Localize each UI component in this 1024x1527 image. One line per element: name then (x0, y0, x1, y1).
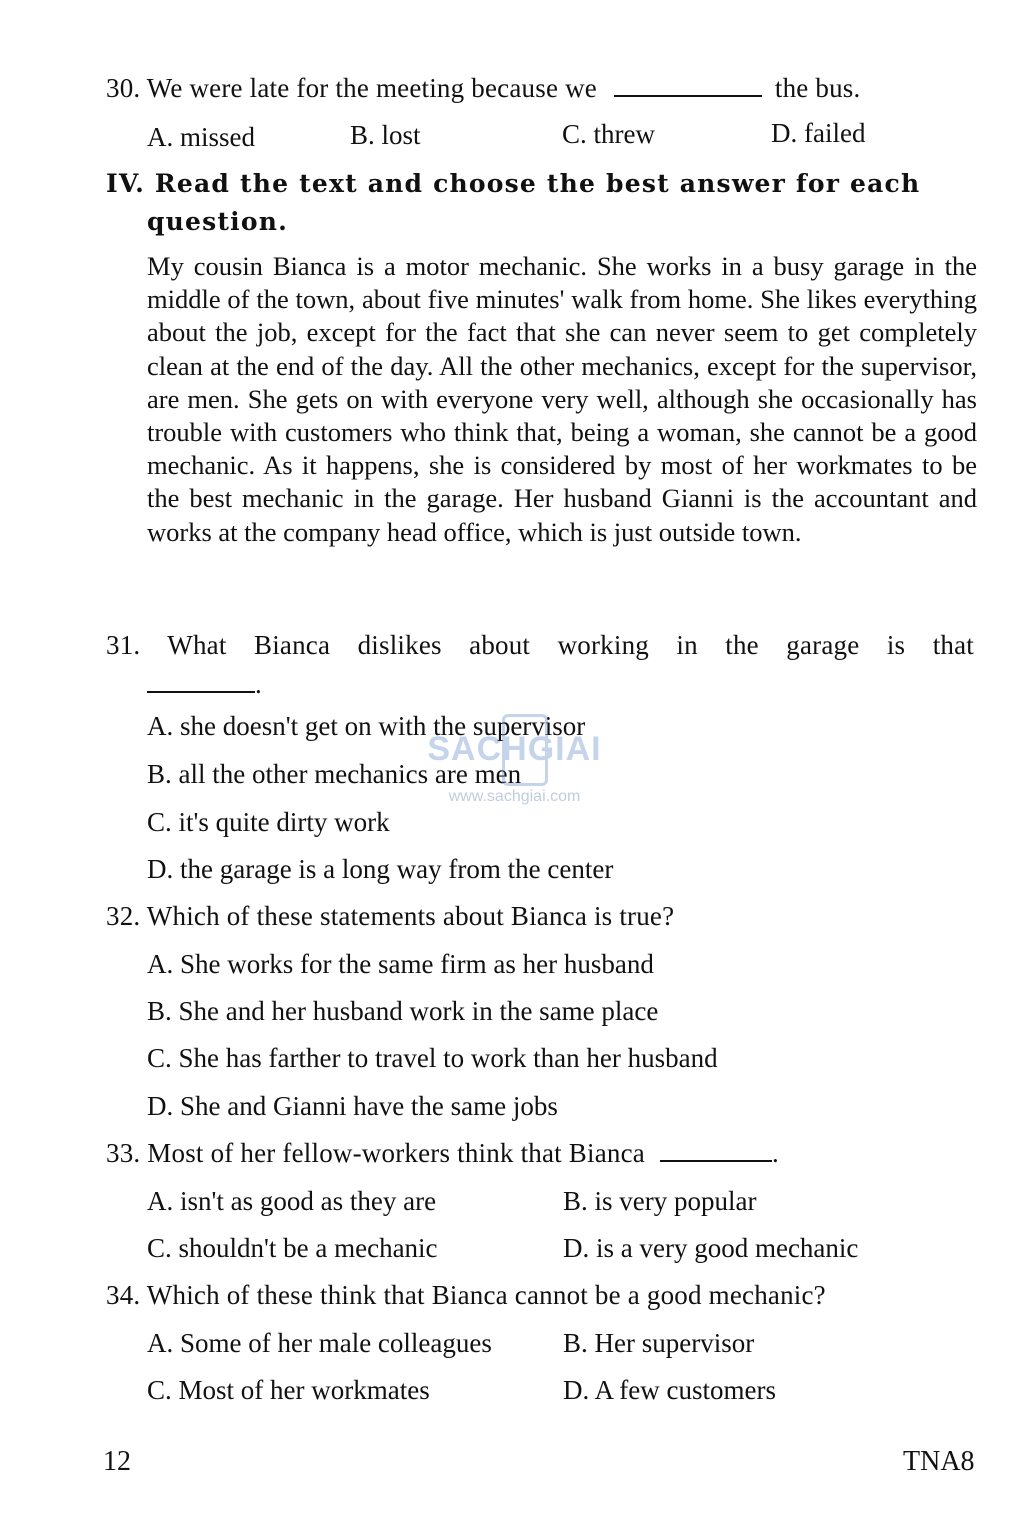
question-30-stem-end: the bus. (774, 73, 861, 103)
option-34-b: B. Her supervisor (563, 1328, 755, 1358)
option-33-b: B. is very popular (563, 1186, 757, 1216)
answer-blank (660, 1159, 772, 1162)
option-34-a: A. Some of her male colleagues (147, 1328, 492, 1358)
reading-passage: My cousin Bianca is a motor mechanic. She works in a busy garage in the middle of the town, about five minutes' walk from home. She likes everything about the job, except for the fact that she can never seem to get completely clean at the end of the day. All the other mechanics, except for the supervisor, are men. She gets on with everyone very well, although she occasionally has trouble with customers who think that, being a woman, she cannot be a good mechanic. As it happens, she is considered by most of her workmates to be the best mechanic in the garage. Her husband Gianni is the accountant and works at the company head office, which is just outside town. (147, 251, 977, 547)
option-33-a: A. isn't as good as they are (147, 1186, 437, 1216)
option-30-b: B. lost (350, 120, 421, 150)
option-31-c: C. it's quite dirty work (147, 807, 390, 837)
question-34-stem: 34. Which of these think that Bianca cannot be a good mechanic? (106, 1280, 826, 1310)
section-heading-continued: question. (147, 207, 289, 236)
page-number: 12 (103, 1446, 131, 1477)
answer-blank (147, 690, 255, 693)
question-30-stem-start: 30. We were late for the meeting because we (106, 73, 597, 103)
option-32-c: C. She has farther to travel to work than her husband (147, 1043, 718, 1073)
question-33-stem (106, 1137, 779, 1169)
question-31-stem: 31. What Bianca dislikes about working in the garage is that (106, 630, 974, 660)
option-31-b: B. all the other mechanics are men (147, 759, 522, 789)
question-31-blank-line (147, 668, 262, 700)
option-32-d: D. She and Gianni have the same jobs (147, 1091, 558, 1121)
option-32-b: B. She and her husband work in the same place (147, 996, 659, 1026)
question-33-stem-text: 33. Most of her fellow-workers think that Bianca (106, 1138, 645, 1168)
option-34-c: C. Most of her workmates (147, 1375, 430, 1405)
section-heading: IV. Read the text and choose the best answer for each (106, 169, 921, 198)
option-31-d: D. the garage is a long way from the center (147, 854, 614, 884)
document-code: TNA8 (903, 1446, 975, 1477)
option-30-c: C. threw (562, 119, 655, 149)
answer-blank (614, 94, 762, 97)
option-31-a: A. she doesn't get on with the supervisor (147, 711, 586, 741)
question-31-stem-end: . (255, 669, 262, 699)
option-32-a: A. She works for the same firm as her husband (147, 949, 654, 979)
option-30-d: D. failed (771, 118, 866, 148)
watermark-url: www.sachgiai.com (448, 788, 581, 805)
option-30-a: A. missed (147, 122, 255, 152)
watermark (412, 712, 617, 812)
question-32-stem: 32. Which of these statements about Bianca is true? (106, 901, 675, 931)
option-34-d: D. A few customers (563, 1375, 776, 1405)
option-33-c: C. shouldn't be a mechanic (147, 1233, 438, 1263)
question-30-stem (106, 72, 860, 104)
option-33-d: D. is a very good mechanic (563, 1233, 859, 1263)
question-33-stem-end: . (771, 1138, 779, 1168)
watermark-logo: SACHGIAI (427, 730, 602, 768)
